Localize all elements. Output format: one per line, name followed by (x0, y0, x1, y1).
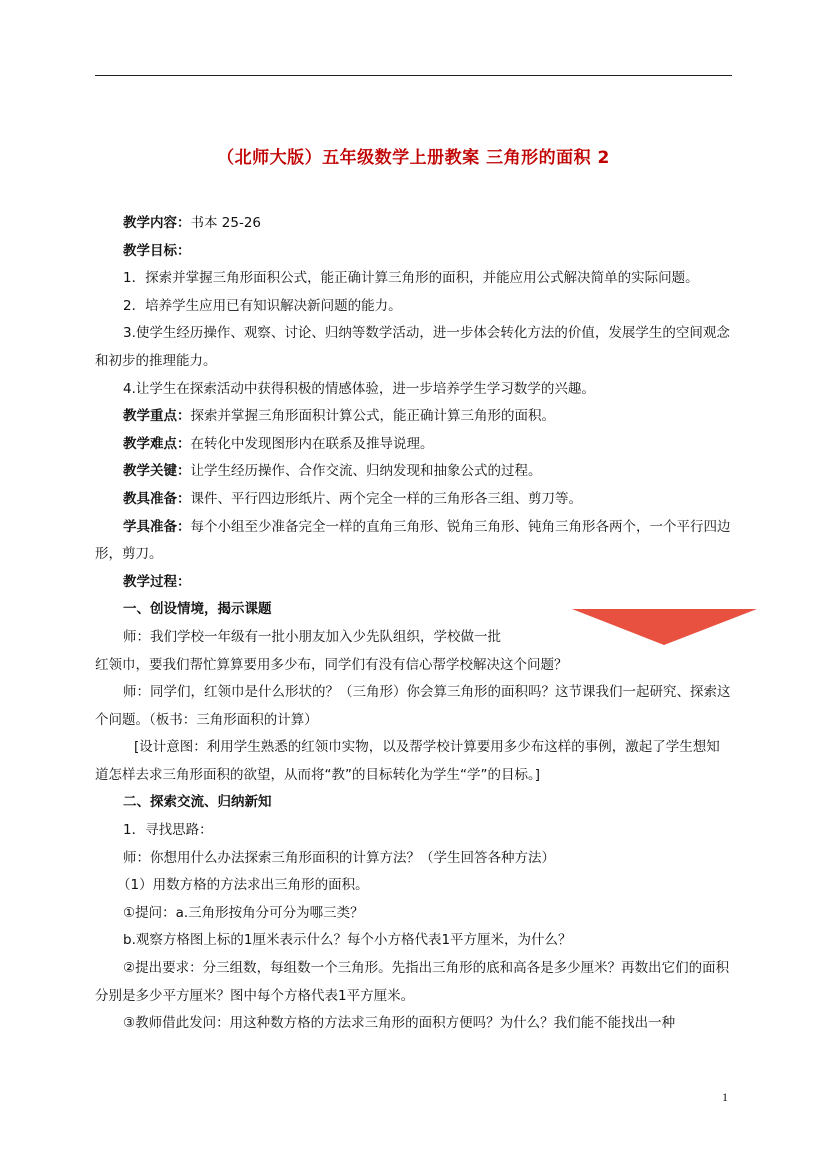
student-tools-text: 每个小组至少准备完全一样的直角三角形、锐角三角形、钝角三角形各两个，一个平行四边形，剪刀。 (95, 518, 731, 563)
section-1-heading: 一、创设情境，揭示课题 (123, 601, 272, 618)
page-title: （北师大版）五年级数学上册教案 三角形的面积 2 (217, 148, 610, 168)
question-3: ③教师借此发问：用这种数方格的方法求三角形的面积方便吗？为什么？我们能不能找出一种 (123, 1015, 676, 1032)
crux-line (95, 458, 732, 486)
key-text: 探索并掌握三角形面积计算公式，能正确计算三角形的面积。 (190, 408, 555, 425)
process-label: 教学过程： (123, 573, 191, 590)
crux-label: 教学关键： (123, 463, 191, 480)
question-1b: b.观察方格图上标的1厘米表示什么？每个小方格代表1平方厘米，为什么？ (123, 932, 572, 949)
process-heading (95, 569, 732, 597)
difficulty-label: 教学难点： (123, 435, 191, 452)
student-tools-label: 学具准备： (123, 518, 191, 535)
tools-line (95, 486, 732, 514)
content-text: 书本 25-26 (190, 215, 262, 231)
key-label: 教学重点： (123, 408, 191, 425)
content-label: 教学内容： (123, 215, 191, 231)
question-2: ②提出要求：分三组数，每组数一个三角形。先指出三角形的底和高各是多少厘米？再数出它们的面积分别是多少平方厘米？图中每个方格代表1平方厘米。 (95, 960, 730, 1004)
goal-1: 1．探索并掌握三角形面积公式，能正确计算三角形的面积，并能应用公式解决简单的实际问题。 (123, 270, 699, 287)
goal-4: 4.让学生在探索活动中获得积极的情感体验，进一步培养学生学习数学的兴趣。 (123, 380, 595, 397)
design-note: [设计意图：利用学生熟悉的红领巾实物，以及帮学校计算要用多少布这样的事例，激起了学生想知道怎样去求三角形面积的欲望，从而将“教”的目标转化为学生“学”的目标。] (95, 739, 720, 783)
question-1: ①提问：a.三角形按角分可分为哪三类？ (123, 904, 364, 921)
goals-label: 教学目标： (123, 242, 191, 259)
sub-1: （1）用数方格的方法求出三角形的面积。 (117, 877, 369, 894)
para-1b: 红领巾，要我们帮忙算算要用多少布，同学们有没有信心帮学校解决这个问题？ (95, 656, 568, 673)
crux-text: 让学生经历操作、合作交流、归纳发现和抽象公式的过程。 (190, 463, 542, 480)
page-number: 1 (722, 1090, 728, 1104)
para-2: 师：同学们，红领巾是什么形状的？（三角形）你会算三角形的面积吗？这节课我们一起研究、探索这个问题。（板书：三角形面积的计算） (95, 684, 731, 728)
goals-heading (95, 238, 732, 266)
student-tools-line (95, 514, 732, 569)
header-rule (95, 75, 732, 76)
para-3: 师：你想用什么办法探索三角形面积的计算方法？（学生回答各种方法） (123, 849, 555, 866)
goal-3: 3.使学生经历操作、观察、讨论、归纳等数学活动，进一步体会转化方法的价值，发展学生的空间观念和初步的推理能力。 (95, 325, 730, 369)
content-line (95, 210, 732, 238)
para-1a: 师：我们学校一年级有一批小朋友加入少先队组织，学校做一批 (123, 628, 501, 645)
goal-2: 2．培养学生应用已有知识解决新问题的能力。 (123, 297, 402, 314)
section-2-heading: 二、探索交流、归纳新知 (123, 794, 272, 811)
difficulty-line (95, 431, 732, 459)
difficulty-text: 在转化中发现图形内在联系及推导说理。 (190, 435, 434, 452)
tools-text: 课件、平行四边形纸片、两个完全一样的三角形各三组、剪刀等。 (190, 490, 582, 507)
red-scarf-triangle-icon (572, 609, 757, 645)
key-point-line (95, 403, 732, 431)
step-1: 1．寻找思路： (123, 822, 213, 839)
tools-label: 教具准备： (123, 490, 191, 507)
